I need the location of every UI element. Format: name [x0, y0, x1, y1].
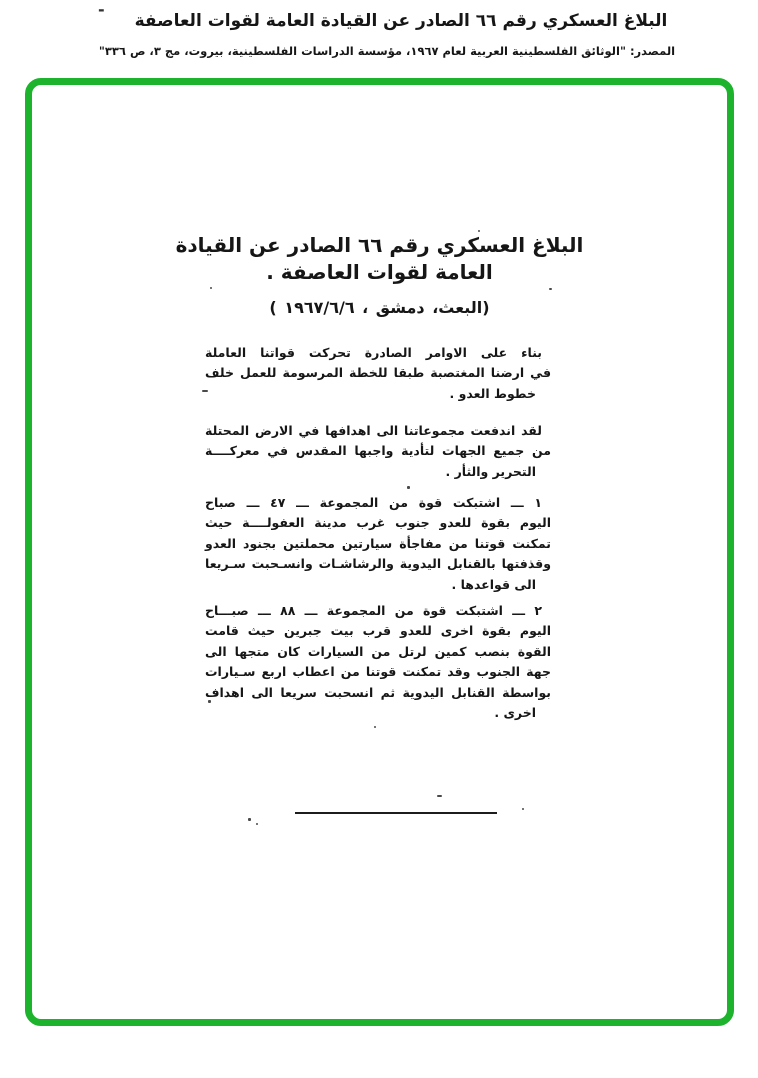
text-line: اليوم بقوة للعدو جنوب غرب مدينة العفولــــة حيث [205, 515, 551, 531]
text-line: وقذفتها بالقنابل اليدوية والرشاشـات وانسـحبت سـريعا [205, 556, 551, 572]
text-line: ١ ـــ اشتبكت قوة من المجموعة ـــ ٤٧ ـــ صباح [205, 495, 542, 510]
text-line: بواسطة القنابل اليدوية ثم انسحبت سريعا الى اهداف [205, 684, 551, 700]
scan-speck [256, 823, 258, 825]
text-line: خطوط العدو . [449, 385, 536, 401]
document-title-line1: البلاغ العسكري رقم ٦٦ الصادر عن القيادة [175, 233, 584, 257]
text-line: التحرير والثأر . [445, 463, 536, 479]
text-line: ٢ ـــ اشتبكت قوة من المجموعة ـــ ٨٨ ـــ صبـــاح [205, 603, 542, 618]
scan-speck [478, 230, 480, 232]
signature-rule [295, 812, 497, 814]
scan-speck [248, 818, 251, 821]
text-line: لقد اندفعت مجموعاتنا الى اهدافها في الارض المحتلة [205, 423, 542, 438]
paragraph-intro [205, 343, 551, 404]
text-line: اليوم بقوة اخرى للعدو قرب بيت جبرين حيث قامت [205, 623, 551, 639]
document-title [32, 232, 727, 286]
scan-speck [522, 808, 524, 810]
text-line: اخرى . [494, 704, 536, 720]
scan-speck [208, 700, 211, 703]
scan-speck [437, 795, 442, 797]
scan-speck [374, 726, 376, 728]
paragraph-item-2 [205, 601, 551, 723]
text-line: في ارضنا المغتصبة طبقا للخطة المرسومة للعمل خلف [205, 365, 551, 381]
scan-speck [407, 486, 410, 489]
text-line: جهة الجنوب وقد تمكنت قوتنا من اعطاب اربع سـيارات [205, 664, 551, 680]
scan-speck [210, 287, 212, 289]
paragraph-item-1 [205, 493, 551, 595]
document-title-line2: العامة لقوات العاصفة . [266, 260, 493, 284]
text-line: بناء على الاوامر الصادرة تحركت قواتنا العاملة [205, 345, 542, 360]
text-line: تمكنت قوتنا من مفاجأة سيارتين محملتين بجنود العدو [205, 535, 551, 551]
scan-speck [202, 390, 208, 392]
text-line: القوة بنصب كمين لرتل من السيارات كان متجها الى [205, 643, 551, 659]
header-source-citation: المصدر: "الوثائق الفلسطينية العربية لعام ١٩٦٧، مؤسسة الدراسات الفلسطينية، بيروت، مج ٣، ص ٣٣٦" [98, 44, 676, 58]
scan-dash-mark: - [98, 0, 105, 19]
header-title: البلاغ العسكري رقم ٦٦ الصادر عن القيادة العامة لقوات العاصفة [134, 11, 668, 31]
text-line: الى قواعدها . [451, 576, 536, 592]
paragraph-advance [205, 421, 551, 482]
green-border-frame [25, 78, 734, 1026]
text-line: من جميع الجهات لتأدية واجبها المقدس في معركــــة [205, 443, 551, 459]
document-dateline: (البعث، دمشق ، ١٩٦٧/٦/٦ ) [269, 298, 490, 317]
scan-speck [549, 288, 552, 290]
